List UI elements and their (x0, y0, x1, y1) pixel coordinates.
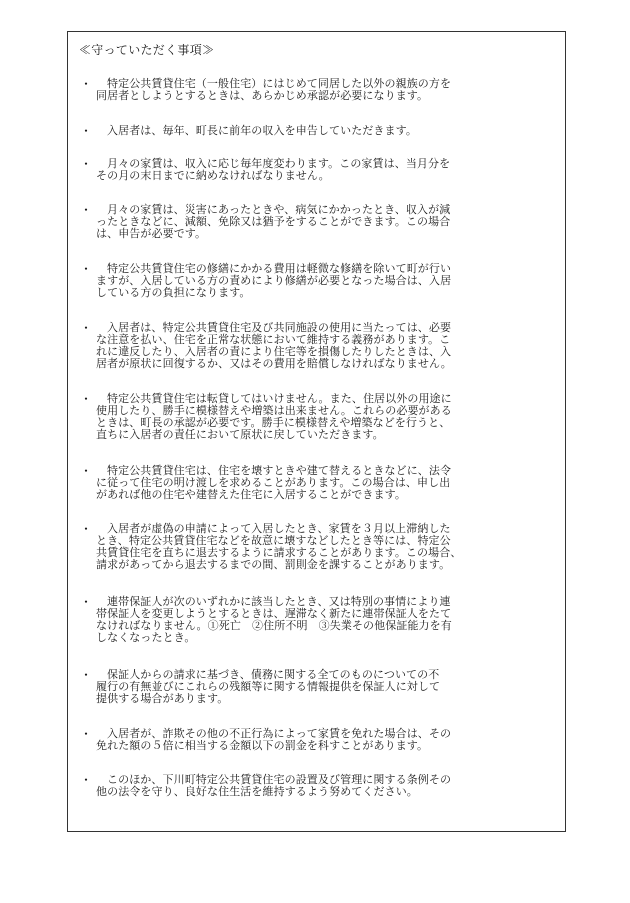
list-item (80, 523, 554, 571)
bullet-mark: ・ (80, 157, 93, 171)
list-item (80, 125, 554, 137)
item-text: 月々の家賃は、収入に応じ毎年度変わります。この家賃は、当月分を その月の末日までに納めなければなりません。 (96, 157, 451, 182)
bullet-mark: ・ (80, 464, 93, 478)
list-item (80, 596, 554, 644)
bullet-mark: ・ (80, 595, 93, 609)
bullet-mark: ・ (80, 392, 93, 406)
item-text: 特定公共賃貸住宅（一般住宅）にはじめて同居した以外の親族の方を 同居者としようとするときは、あらかじめ承認が必要になります。 (96, 77, 452, 102)
document-title: ≪守っていただく事項≫ (79, 43, 215, 57)
item-text: 月々の家賃は、災害にあったときや、病気にかかったとき、収入が減 ったときなどに、減額、免除又は猶予をすることができます。この場合 は、申告が必要です。 (96, 203, 451, 240)
item-text: 連帯保証人が次のいずれかに該当したとき、又は特別の事情により連 帯保証人を変更しようとするときは、遅滞なく新たに連帯保証人をたて なければなりません。①死亡 ②住所不明 ③失業その他保証能力を有 しなくなったとき。 (96, 595, 452, 644)
list-item (80, 322, 554, 370)
item-text: このほか、下川町特定公共賃貸住宅の設置及び管理に関する条例その 他の法令を守り、良好な住生活を維持するよう努めてください。 (96, 773, 452, 798)
bullet-mark: ・ (80, 773, 93, 787)
item-text: 特定公共賃貸住宅は転貸してはいけません。また、住居以外の用途に 使用したり、勝手に模様替えや増築は出来ません。これらの必要がある ときは、町長の承認が必要です。勝手に模様替えや増築などを行うと、 直ちに入居者の責任において原状に戻していただきます。 (96, 392, 452, 441)
bullet-mark: ・ (80, 124, 93, 138)
item-text: 入居者が虚偽の申請によって入居したとき、家賃を３月以上滞納した とき、特定公共賃貸住宅などを故意に壊すなどしたとき等には、特定公 共賃貸住宅を直ちに退去するように請求することがあります。この場合、 請求があってから退去するまでの間、罰則金を課することがあります。 (96, 522, 462, 571)
list-item (80, 78, 554, 102)
list-item (80, 465, 554, 501)
bullet-mark: ・ (80, 262, 93, 276)
list-item (80, 669, 554, 705)
bullet-mark: ・ (80, 77, 93, 91)
list-item (80, 728, 554, 752)
bullet-mark: ・ (80, 668, 93, 682)
list-item (80, 774, 554, 798)
item-text: 入居者が、詐欺その他の不正行為によって家賃を免れた場合は、その 免れた額の５倍に相当する金額以下の罰金を科すことがあります。 (96, 727, 452, 752)
bullet-mark: ・ (80, 321, 93, 335)
item-text: 入居者は、毎年、町長に前年の収入を申告していただきます。 (107, 124, 417, 137)
bullet-mark: ・ (80, 203, 93, 217)
list-item (80, 393, 554, 441)
bullet-mark: ・ (80, 522, 93, 536)
list-item (80, 263, 554, 299)
list-item (80, 158, 554, 182)
item-text: 特定公共賃貸住宅の修繕にかかる費用は軽微な修繕を除いて町が行い ますが、入居している方の責めにより修繕が必要となった場合は、入居 している方の負担になります。 (96, 262, 452, 299)
item-text: 特定公共賃貸住宅は、住宅を壊すときや建て替えるときなどに、法令 に従って住宅の明け渡しを求めることがあります。この場合は、申し出 があれば他の住宅や建替えた住宅に入居することができます。 (96, 464, 452, 501)
bullet-mark: ・ (80, 727, 93, 741)
document-frame (67, 31, 566, 832)
list-item (80, 204, 554, 240)
item-text: 入居者は、特定公共賃貸住宅及び共同施設の使用に当たっては、必要 な注意を払い、住宅を正常な状態において維持する義務があります。こ れに違反したり、入居者の責により住宅等を損傷したりしたときは、入 居者が原状に回復するか、又はその費用を賠償しなければなりません。 (96, 321, 452, 370)
item-text: 保証人からの請求に基づき、債務に関する全てのものについての不 履行の有無並びにこれらの残額等に関する情報提供を保証人に対して 提供する場合があります。 (96, 668, 441, 705)
